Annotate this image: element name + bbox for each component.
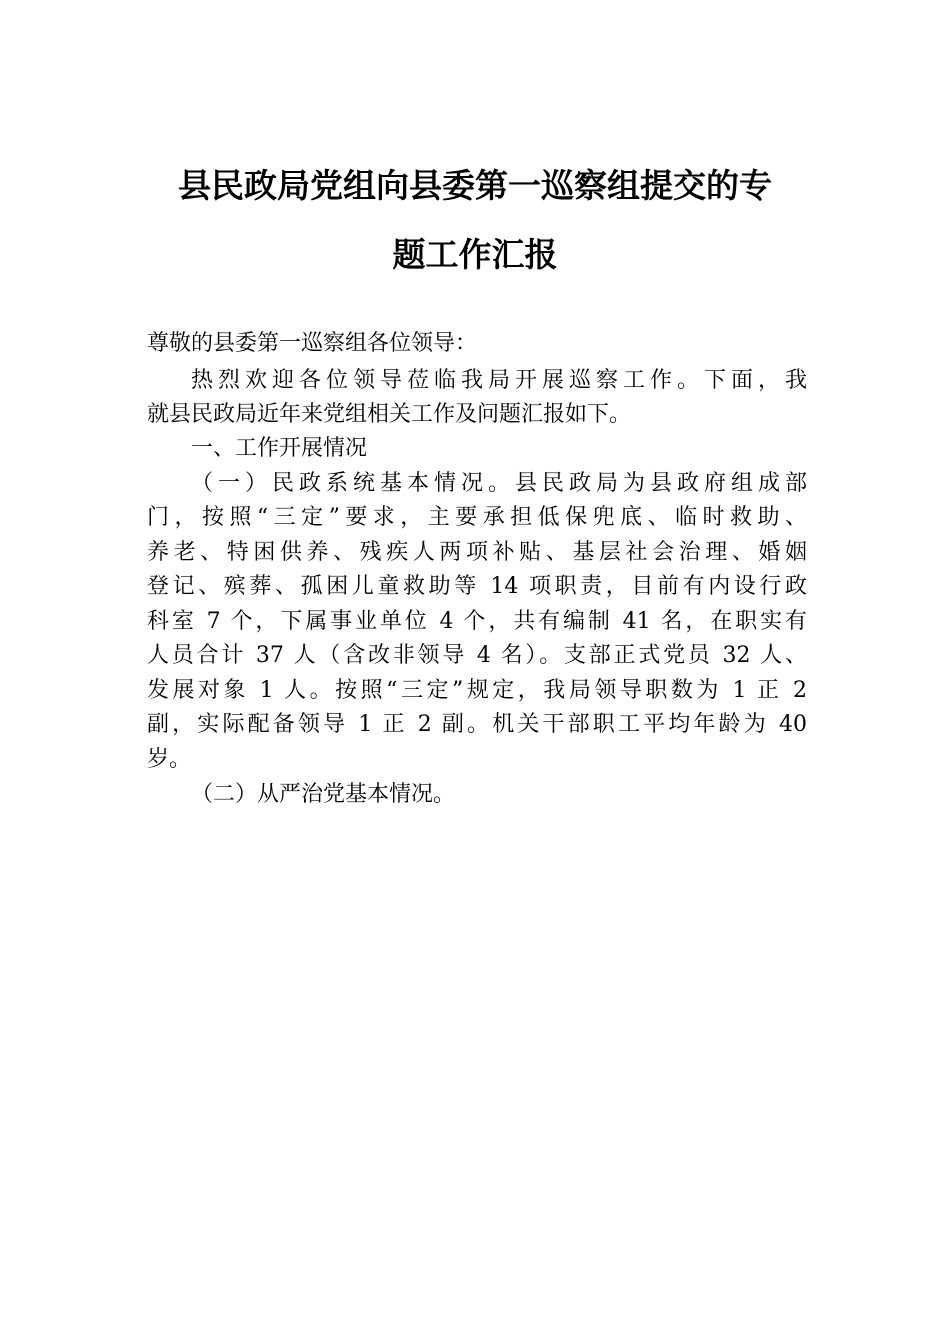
paragraph-line: 养老、特困供养、残疾人两项补贴、基层社会治理、婚姻 [147, 540, 807, 565]
paragraph-line: 登记、殡葬、孤困儿童救助等 14 项职责，目前有内设行政 [147, 574, 807, 599]
document-title-line-2: 题工作汇报 [392, 235, 558, 274]
paragraph-line: 岁。 [147, 747, 192, 772]
paragraph-line: 门，按照“三定”要求，主要承担低保兜底、临时救助、 [147, 505, 807, 530]
paragraph-line: 人员合计 37 人（含改非领导 4 名）。支部正式党员 32 人、 [147, 643, 807, 668]
paragraph-line: 发展对象 1 人。按照“三定”规定，我局领导职数为 1 正 2 [147, 678, 807, 703]
salutation: 尊敬的县委第一巡察组各位领导： [147, 331, 478, 356]
paragraph-line: （一）民政系统基本情况。县民政局为县政府组成部 [191, 471, 807, 496]
document-title-line-1: 县民政局党组向县委第一巡察组提交的专 [178, 166, 772, 205]
intro-line-2: 就县民政局近年来党组相关工作及问题汇报如下。 [147, 402, 632, 427]
paragraph-line: 副，实际配备领导 1 正 2 副。机关干部职工平均年龄为 40 [147, 712, 807, 737]
intro-line-1: 热烈欢迎各位领导莅临我局开展巡察工作。下面，我 [191, 368, 807, 393]
paragraph-line: 科室 7 个，下属事业单位 4 个，共有编制 41 名，在职实有 [147, 609, 807, 634]
section-heading-1: 一、工作开展情况 [191, 436, 368, 461]
sub-heading-2: （二）从严治党基本情况。 [191, 782, 456, 807]
